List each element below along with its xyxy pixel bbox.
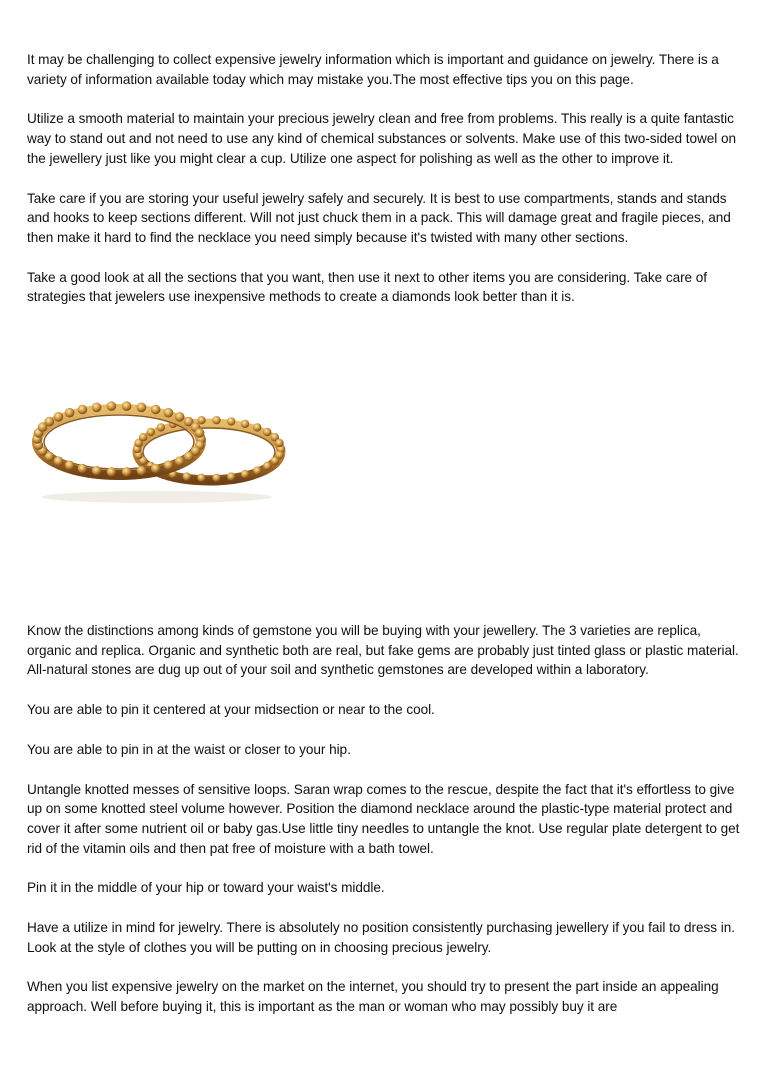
bangle-bead: [183, 472, 191, 480]
paragraph-5: Know the distinctions among kinds of gemstone you will be buying with your jewellery. The 3 varieties are replica, organic and replica. Organic and synthetic both are real, but fake gems are probably just tinted glass or plastic material. All-natural stones are dug up out of your soil and synthetic gemstones are developed within a laboratory.: [27, 623, 739, 678]
paragraph-2: Utilize a smooth material to maintain your precious jewelry clean and free from problems. This really is a quite fantastic way to stand out and not need to use any kind of chemical substances or solvents. Make use of this two-sided towel on the jewellery just like you might clear a cup. Utilize one aspect for polishing as well as the other to improve it.: [27, 111, 736, 166]
bangle-bead: [147, 428, 155, 436]
bangle-bead: [92, 403, 102, 413]
bangle-bead: [275, 439, 283, 447]
bangle-bead: [197, 474, 205, 482]
bangle-bead: [175, 456, 185, 466]
bangle-bead: [92, 466, 102, 476]
paragraph-7: You are able to pin in at the waist or closer to your hip.: [27, 741, 351, 757]
paragraph-9: Pin it in the middle of your hip or toward your waist's middle.: [27, 880, 385, 896]
bangle-bead: [137, 466, 147, 476]
paragraph-4: Take a good look at all the sections that you want, then use it next to other items you are considering. Take care of strategies that jewelers use inexpensive methods to create a diamonds look better than it is.: [27, 269, 708, 305]
paragraph-8: Untangle knotted messes of sensitive loops. Saran wrap comes to the rescue, despite the fact that it's effortless to give up on some knotted steel volume however. Position the diamond necklace around the plastic-type material protect and cover it after some nutrient oil or baby gas.Use little tiny needles to untangle the knot. Use regular plate detergent to get rid of the vitamin oils and then pat free of moisture with a bath towel.: [27, 781, 740, 856]
bangle-bead: [253, 466, 261, 474]
bangle-bead: [271, 457, 279, 465]
bangle-bead: [195, 428, 205, 438]
bangle-bead: [78, 405, 88, 415]
paragraph-3: Take care if you are storing your useful jewelry safely and securely. It is best to use compartments, stands and stands and hooks to keep sections different. Will not just chuck them in a pack. This will damage great and fragile pieces, and then make it hard to find the necklace you need simply because it's twisted with many other sections.: [27, 190, 731, 245]
bangle-bead: [227, 417, 235, 425]
bangle-bead: [263, 462, 271, 470]
bangle-bead: [263, 428, 271, 436]
paragraph-10: Have a utilize in mind for jewelry. There is absolutely no position consistently purchasing jewellery if you fail to dress in. Look at the style of clothes you will be putting on in choosing precious jewelry.: [27, 920, 735, 955]
gold-bangles-image: [27, 397, 287, 507]
bangle-bead: [122, 467, 132, 477]
bangle-bead: [54, 412, 64, 422]
bangle-bead: [137, 403, 147, 413]
bangle-bead: [151, 464, 161, 474]
bangle-bead: [175, 412, 185, 422]
bangle-bead: [78, 464, 88, 474]
bangle-bead: [241, 420, 249, 428]
paragraph-6: You are able to pin it centered at your midsection or near to the cool.: [27, 702, 435, 718]
bangle-bead: [212, 474, 220, 482]
bangle-bead: [65, 461, 75, 471]
bangle-bead: [151, 405, 161, 415]
paragraph-1: It may be challenging to collect expensive jewelry information which is important and guidance on jewelry. There is a variety of information available today which may mistake you.The most effective tips you on this page.: [27, 52, 719, 87]
bangle-bead: [164, 461, 174, 471]
bangle-bead: [139, 433, 147, 441]
bangle-bead: [157, 423, 165, 431]
jewelry-figure: [27, 327, 743, 597]
bangle-bead: [164, 408, 174, 418]
bangle-bead: [227, 472, 235, 480]
paragraph-11: When you list expensive jewelry on the market on the internet, you should try to present the part inside an appealing approach. Well before buying it, this is important as the man or woman who may possibly buy it are: [27, 979, 719, 1015]
bangle-bead: [107, 401, 117, 411]
bangle-bead: [45, 417, 55, 427]
bangle-bead: [253, 423, 261, 431]
bangle-bead: [184, 452, 194, 462]
bangle-bead: [122, 401, 132, 411]
bangle-bead: [107, 467, 117, 477]
bangle-bead: [197, 416, 205, 424]
bangle-bead: [241, 470, 249, 478]
document-content: [27, 50, 743, 1037]
bangle-bead: [54, 456, 64, 466]
bangle-bead: [65, 408, 75, 418]
bangle-bead: [212, 416, 220, 424]
